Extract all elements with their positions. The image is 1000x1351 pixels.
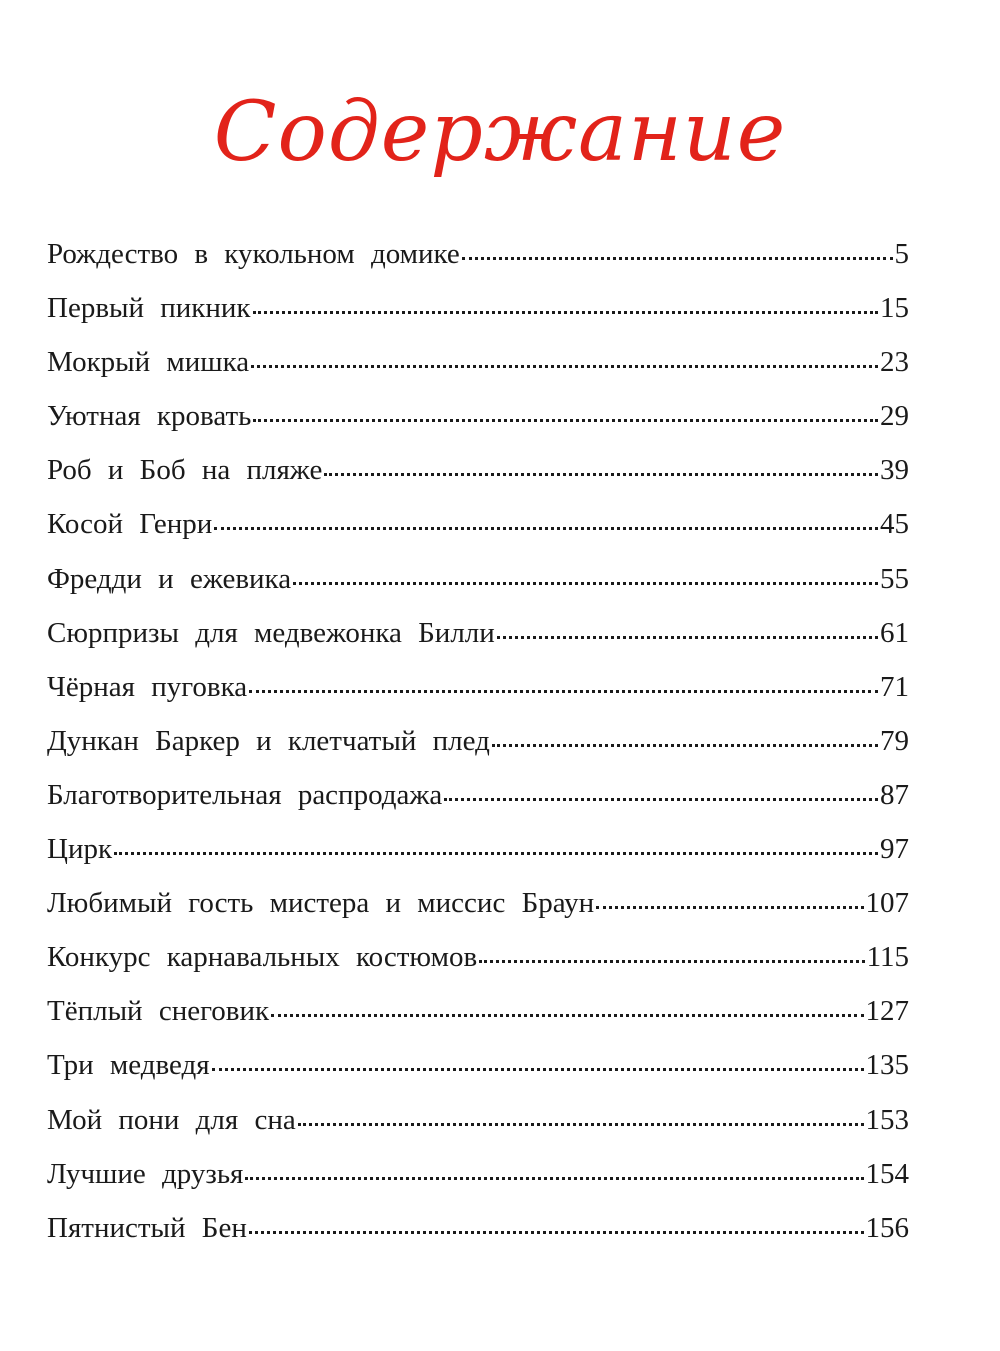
toc-entry [47,941,909,995]
toc-entry-title: Чёрная пуговка [47,670,248,703]
toc-entry-title: Фредди и ежевика [47,562,292,595]
dot-leader [596,906,863,909]
toc-entry-title: Сюрпризы для медвежонка Билли [47,616,495,649]
toc-entry [47,238,909,292]
toc-entry-title: Лучшие друзья [47,1157,244,1190]
toc-entry-page-number: 115 [866,941,909,974]
page-title: Содержание [213,85,787,180]
toc-entry-title: Первый пикник [47,292,251,325]
toc-entry-title: Уютная кровать [47,400,252,433]
toc-entry-title: Мой пони для сна [47,1103,296,1136]
toc-entry [47,400,909,454]
dot-leader [479,960,864,963]
toc-entry-title: Цирк [47,833,113,866]
dot-leader [253,419,878,422]
toc-entry-title: Конкурс карнавальных костюмов [47,941,478,974]
toc-entry-page-number: 156 [865,1211,909,1244]
dot-leader [497,636,878,639]
toc-entry [47,779,909,833]
toc-entry-title: Косой Генри [47,508,213,541]
toc-entry-title: Три медведя [47,1049,210,1082]
toc-entry [47,725,909,779]
toc-entry-page-number: 154 [865,1157,909,1190]
dot-leader [245,1177,863,1180]
toc-entry [47,292,909,346]
toc-entry-page-number: 55 [880,562,909,595]
toc-entry-page-number: 153 [865,1103,909,1136]
toc-entry-title: Тёплый снеговик [47,995,270,1028]
toc-entry-page-number: 61 [880,616,909,649]
dot-leader [251,365,878,368]
toc-entry [47,454,909,508]
dot-leader [492,744,878,747]
toc-entry [47,563,909,617]
toc-entry [47,1212,909,1266]
toc-entry [47,1104,909,1158]
dot-leader [293,582,878,585]
toc-entry-page-number: 135 [865,1049,909,1082]
toc-entry-page-number: 29 [880,400,909,433]
toc-entry-title: Благотворительная распродажа [47,778,443,811]
toc-entry-page-number: 15 [880,292,909,325]
toc-entry-page-number: 71 [880,670,909,703]
dot-leader [114,852,878,855]
toc-entry [47,995,909,1049]
toc-entry-page-number: 5 [894,238,909,270]
dot-leader [253,311,878,314]
toc-entry-page-number: 87 [880,778,909,811]
toc-entry [47,887,909,941]
toc-entry [47,1158,909,1212]
toc-entry [47,346,909,400]
toc-entry [47,1049,909,1103]
toc-entry-page-number: 23 [880,346,909,379]
dot-leader [212,1068,864,1071]
dot-leader [214,527,878,530]
dot-leader [249,690,878,693]
toc-entry-page-number: 97 [880,833,909,866]
toc-entry [47,508,909,562]
dot-leader [462,257,893,260]
toc-entry-title: Рождество в кукольном домике [47,238,460,270]
toc-entry-page-number: 107 [865,887,909,920]
toc-entry-page-number: 79 [880,724,909,757]
toc-entry-page-number: 127 [865,995,909,1028]
toc-entry-title: Пятнистый Бен [47,1211,247,1244]
toc-entry-title: Мокрый мишка [47,346,250,379]
toc-entry [47,833,909,887]
toc-list [47,238,909,1266]
toc-entry [47,671,909,725]
toc-entry-page-number: 39 [880,454,909,487]
toc-entry-title: Роб и Боб на пляже [47,454,323,487]
dot-leader [249,1231,864,1234]
dot-leader [298,1123,864,1126]
toc-entry-title: Любимый гость мистера и миссис Браун [47,887,595,920]
toc-entry-page-number: 45 [880,508,909,541]
dot-leader [271,1014,863,1017]
dot-leader [324,473,878,476]
dot-leader [444,798,878,801]
toc-entry-title: Дункан Баркер и клетчатый плед [47,724,490,757]
toc-entry [47,617,909,671]
